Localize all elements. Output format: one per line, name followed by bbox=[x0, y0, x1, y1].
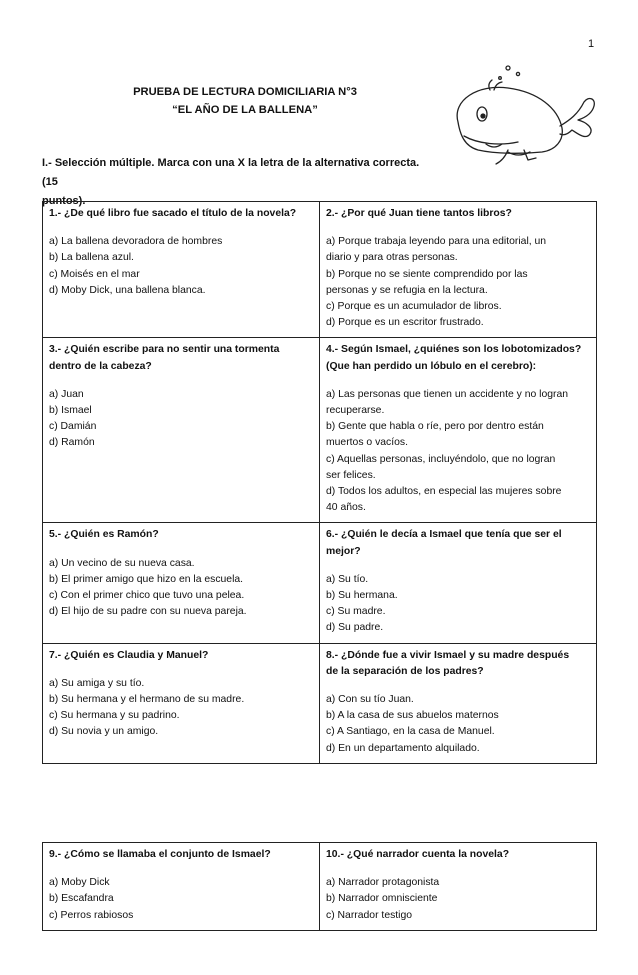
question-line: de la separación de los padres? bbox=[326, 665, 484, 677]
question-line: 3.- ¿Quién escribe para no sentir una tormenta bbox=[49, 344, 280, 356]
questions-table-2-body bbox=[43, 843, 597, 931]
answer-option: personas y se refugia en la lectura. bbox=[326, 284, 488, 296]
answer-option: d) Ramón bbox=[49, 437, 95, 449]
question-row bbox=[43, 338, 597, 523]
answer-option: b) Ismael bbox=[49, 405, 92, 417]
answer-option: b) Su hermana. bbox=[326, 590, 398, 602]
answer-option: a) Su tío. bbox=[326, 573, 369, 585]
question-cell-9 bbox=[43, 843, 320, 931]
question-cell-7 bbox=[43, 643, 320, 763]
answer-option: d) Su padre. bbox=[326, 622, 384, 634]
question-text bbox=[326, 206, 590, 222]
spacer bbox=[326, 863, 590, 875]
answer-option: c) Moisés en el mar bbox=[49, 268, 140, 280]
spacer bbox=[49, 664, 313, 676]
answer-option: a) Narrador protagonista bbox=[326, 877, 440, 889]
answer-option: a) Las personas que tienen un accidente y no logran bbox=[326, 388, 569, 400]
spacer bbox=[326, 222, 590, 234]
answer-option: diario y para otras personas. bbox=[326, 252, 458, 264]
spacer bbox=[49, 222, 313, 234]
answer-option: d) Todos los adultos, en especial las mujeres sobre bbox=[326, 486, 562, 498]
answer-option: b) Escafandra bbox=[49, 893, 114, 905]
answer-option: b) Porque no se siente comprendido por las bbox=[326, 268, 528, 280]
spacer bbox=[326, 375, 590, 387]
answer-option: a) Moby Dick bbox=[49, 877, 110, 889]
question-text bbox=[49, 206, 313, 222]
answer-option: d) Moby Dick, una ballena blanca. bbox=[49, 284, 206, 296]
answer-option: recuperarse. bbox=[326, 405, 385, 417]
answer-option: a) Juan bbox=[49, 388, 84, 400]
question-line: 4.- Según Ismael, ¿quiénes son los lobotomizados? bbox=[326, 344, 582, 356]
answer-option: b) Su hermana y el hermano de su madre. bbox=[49, 694, 245, 706]
answer-option: c) Porque es un acumulador de libros. bbox=[326, 301, 502, 313]
question-line: 7.- ¿Quién es Claudia y Manuel? bbox=[49, 649, 209, 661]
questions-table-1 bbox=[42, 201, 597, 764]
question-row bbox=[43, 843, 597, 931]
question-line: 1.- ¿De qué libro fue sacado el título de la novela? bbox=[49, 208, 297, 219]
question-row bbox=[43, 643, 597, 763]
question-cell-1 bbox=[43, 202, 320, 338]
question-row bbox=[43, 523, 597, 643]
question-line: 5.- ¿Quién es Ramón? bbox=[49, 529, 159, 541]
answer-option: b) La ballena azul. bbox=[49, 252, 134, 264]
answer-option: d) Porque es un escritor frustrado. bbox=[326, 317, 484, 329]
spacer bbox=[49, 375, 313, 387]
question-line: 9.- ¿Cómo se llamaba el conjunto de Ismael? bbox=[49, 849, 271, 860]
answer-option: c) Su hermana y su padrino. bbox=[49, 710, 180, 722]
instructions-line-2: puntos). bbox=[42, 195, 86, 207]
answer-option: b) El primer amigo que hizo en la escuela. bbox=[49, 573, 244, 585]
question-line: 2.- ¿Por qué Juan tiene tantos libros? bbox=[326, 208, 512, 219]
test-title: PRUEBA DE LECTURA DOMICILIARIA N°3 bbox=[133, 86, 357, 98]
spacer bbox=[49, 863, 313, 875]
question-text bbox=[49, 342, 313, 374]
answer-option: a) Con su tío Juan. bbox=[326, 694, 414, 706]
question-cell-6 bbox=[320, 523, 597, 643]
answer-option: b) Gente que habla o ríe, pero por dentro están bbox=[326, 421, 544, 433]
question-cell-3 bbox=[43, 338, 320, 523]
answer-option: c) Su madre. bbox=[326, 606, 386, 618]
answer-option: c) Damián bbox=[49, 421, 97, 433]
question-cell-2 bbox=[320, 202, 597, 338]
question-cell-5 bbox=[43, 523, 320, 643]
answer-option: d) El hijo de su padre con su nueva pareja. bbox=[49, 606, 247, 618]
question-text bbox=[49, 648, 313, 664]
answer-option: muertos o vacíos. bbox=[326, 437, 409, 449]
answer-option: c) Aquellas personas, incluyéndolo, que no logran bbox=[326, 453, 556, 465]
question-text bbox=[326, 342, 590, 374]
questions-table-2 bbox=[42, 842, 597, 931]
questions-table-1-body bbox=[43, 202, 597, 764]
question-row bbox=[43, 202, 597, 338]
answer-option: c) A Santiago, en la casa de Manuel. bbox=[326, 726, 495, 738]
spacer bbox=[49, 544, 313, 556]
answer-option: a) Su amiga y su tío. bbox=[49, 677, 145, 689]
answer-option: ser felices. bbox=[326, 469, 376, 481]
answer-option: d) Su novia y un amigo. bbox=[49, 726, 159, 738]
instructions-line-1: I.- Selección múltiple. Marca con una X la letra de la alternativa correcta. (15 bbox=[42, 157, 420, 188]
answer-option: a) Porque trabaja leyendo para una editorial, un bbox=[326, 236, 547, 248]
question-line: (Que han perdido un lóbulo en el cerebro): bbox=[326, 360, 537, 372]
whale-illustration bbox=[438, 62, 600, 172]
question-cell-4 bbox=[320, 338, 597, 523]
question-cell-8 bbox=[320, 643, 597, 763]
answer-option: 40 años. bbox=[326, 502, 366, 514]
answer-option: b) A la casa de sus abuelos maternos bbox=[326, 710, 499, 722]
answer-option: a) Un vecino de su nueva casa. bbox=[49, 557, 195, 569]
answer-option: c) Perros rabiosos bbox=[49, 909, 134, 921]
question-text bbox=[49, 527, 313, 543]
answer-option: d) En un departamento alquilado. bbox=[326, 742, 480, 754]
answer-option: c) Con el primer chico que tuvo una pelea. bbox=[49, 590, 245, 602]
page-number: 1 bbox=[588, 38, 595, 50]
question-text bbox=[326, 648, 590, 680]
spacer bbox=[326, 680, 590, 692]
question-text bbox=[49, 847, 313, 863]
question-text bbox=[326, 847, 590, 863]
answer-option: b) Narrador omnisciente bbox=[326, 893, 438, 905]
question-text bbox=[326, 527, 590, 559]
question-cell-10 bbox=[320, 843, 597, 931]
question-line: 10.- ¿Qué narrador cuenta la novela? bbox=[326, 849, 510, 860]
answer-option: c) Narrador testigo bbox=[326, 909, 413, 921]
question-line: mejor? bbox=[326, 545, 361, 557]
answer-option: a) La ballena devoradora de hombres bbox=[49, 236, 223, 248]
question-line: dentro de la cabeza? bbox=[49, 360, 152, 372]
question-line: 6.- ¿Quién le decía a Ismael que tenía que ser el bbox=[326, 529, 562, 541]
book-title: “EL AÑO DE LA BALLENA” bbox=[172, 104, 318, 116]
spacer bbox=[326, 560, 590, 572]
question-line: 8.- ¿Dónde fue a vivir Ismael y su madre después bbox=[326, 649, 570, 661]
